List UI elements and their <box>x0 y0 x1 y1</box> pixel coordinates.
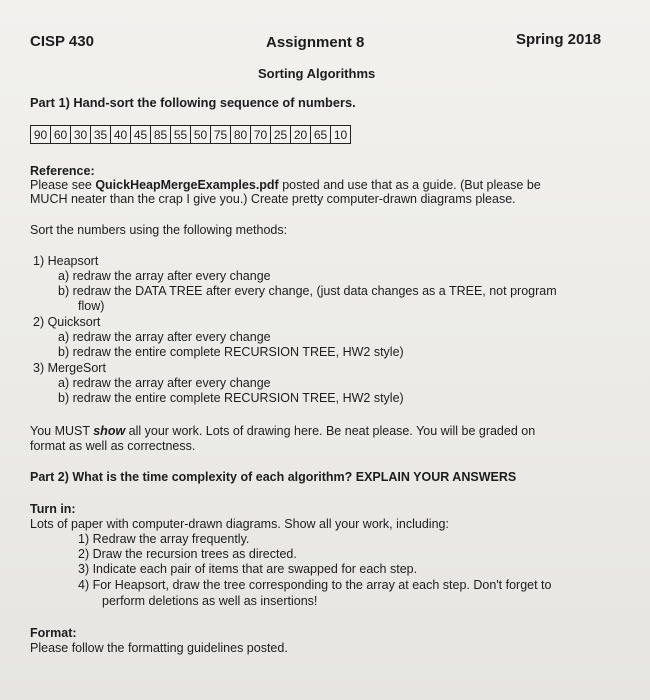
sequence-cell: 80 <box>231 126 251 144</box>
sequence-cell: 90 <box>31 126 51 144</box>
sequence-cell: 55 <box>171 126 191 144</box>
sequence-cell: 10 <box>331 126 351 144</box>
mergesort-item-b: b) redraw the entire complete RECURSION TREE, HW2 style) <box>58 391 404 405</box>
term: Spring 2018 <box>516 31 602 48</box>
note-emphasis: show <box>93 424 126 438</box>
note-line-2: format as well as correctness. <box>30 439 196 453</box>
sequence-cell: 75 <box>211 126 231 144</box>
heapsort-item-b: b) redraw the DATA TREE after every change, (just data changes as a TREE, not program <box>58 284 557 298</box>
note-post: all your work. Lots of drawing here. Be neat please. You will be graded on <box>125 424 536 438</box>
sequence-cell: 35 <box>91 126 111 144</box>
quicksort-item-a: a) redraw the array after every change <box>58 330 271 344</box>
turn-in-item-4: 4) For Heapsort, draw the tree corresponding to the array at each step. Don't forget to <box>78 578 552 592</box>
method-heapsort: 1) Heapsort <box>33 254 99 268</box>
turn-in-item-2: 2) Draw the recursion trees as directed. <box>78 547 297 561</box>
number-sequence-table <box>30 125 351 144</box>
sequence-cell: 30 <box>71 126 91 144</box>
reference-label: Reference: <box>30 164 95 178</box>
part1-title: Part 1) Hand-sort the following sequence of numbers. <box>30 95 356 110</box>
turn-in-label: Turn in: <box>30 502 76 516</box>
sequence-cell: 25 <box>271 126 291 144</box>
methods-intro: Sort the numbers using the following methods: <box>30 223 288 237</box>
reference-file: QuickHeapMergeExamples.pdf <box>95 178 279 192</box>
method-quicksort: 2) Quicksort <box>33 315 101 329</box>
sequence-cell: 45 <box>131 126 151 144</box>
heapsort-item-b-cont: flow) <box>78 299 105 313</box>
assignment-title: Assignment 8 <box>266 34 365 51</box>
sequence-cell: 70 <box>251 126 271 144</box>
reference-line-2: MUCH neater than the crap I give you.) Create pretty computer-drawn diagrams please. <box>30 192 516 206</box>
turn-in-intro: Lots of paper with computer-drawn diagrams. Show all your work, including: <box>30 517 449 531</box>
sequence-cell: 65 <box>311 126 331 144</box>
part2-title: Part 2) What is the time complexity of each algorithm? EXPLAIN YOUR ANSWERS <box>30 470 517 484</box>
course-code: CISP 430 <box>30 33 94 50</box>
turn-in-item-3: 3) Indicate each pair of items that are swapped for each step. <box>78 562 418 576</box>
format-label: Format: <box>30 626 77 640</box>
format-text: Please follow the formatting guidelines posted. <box>30 641 288 655</box>
note-pre: You MUST <box>30 424 94 438</box>
reference-pre: Please see <box>30 178 96 192</box>
reference-line-1 <box>30 178 541 192</box>
heapsort-item-a: a) redraw the array after every change <box>58 269 271 283</box>
reference-post: posted and use that as a guide. (But please be <box>278 178 541 192</box>
sequence-cell: 85 <box>151 126 171 144</box>
method-mergesort: 3) MergeSort <box>33 361 106 375</box>
sequence-cell: 20 <box>291 126 311 144</box>
document-subtitle: Sorting Algorithms <box>258 66 376 81</box>
sequence-cell: 50 <box>191 126 211 144</box>
sequence-cell: 40 <box>111 126 131 144</box>
quicksort-item-b: b) redraw the entire complete RECURSION TREE, HW2 style) <box>58 345 404 359</box>
note-line-1 <box>30 424 535 438</box>
mergesort-item-a: a) redraw the array after every change <box>58 376 271 390</box>
sequence-cell: 60 <box>51 126 71 144</box>
turn-in-item-1: 1) Redraw the array frequently. <box>78 532 250 546</box>
sequence-row <box>31 126 351 144</box>
turn-in-item-4-cont: perform deletions as well as insertions! <box>102 594 318 608</box>
